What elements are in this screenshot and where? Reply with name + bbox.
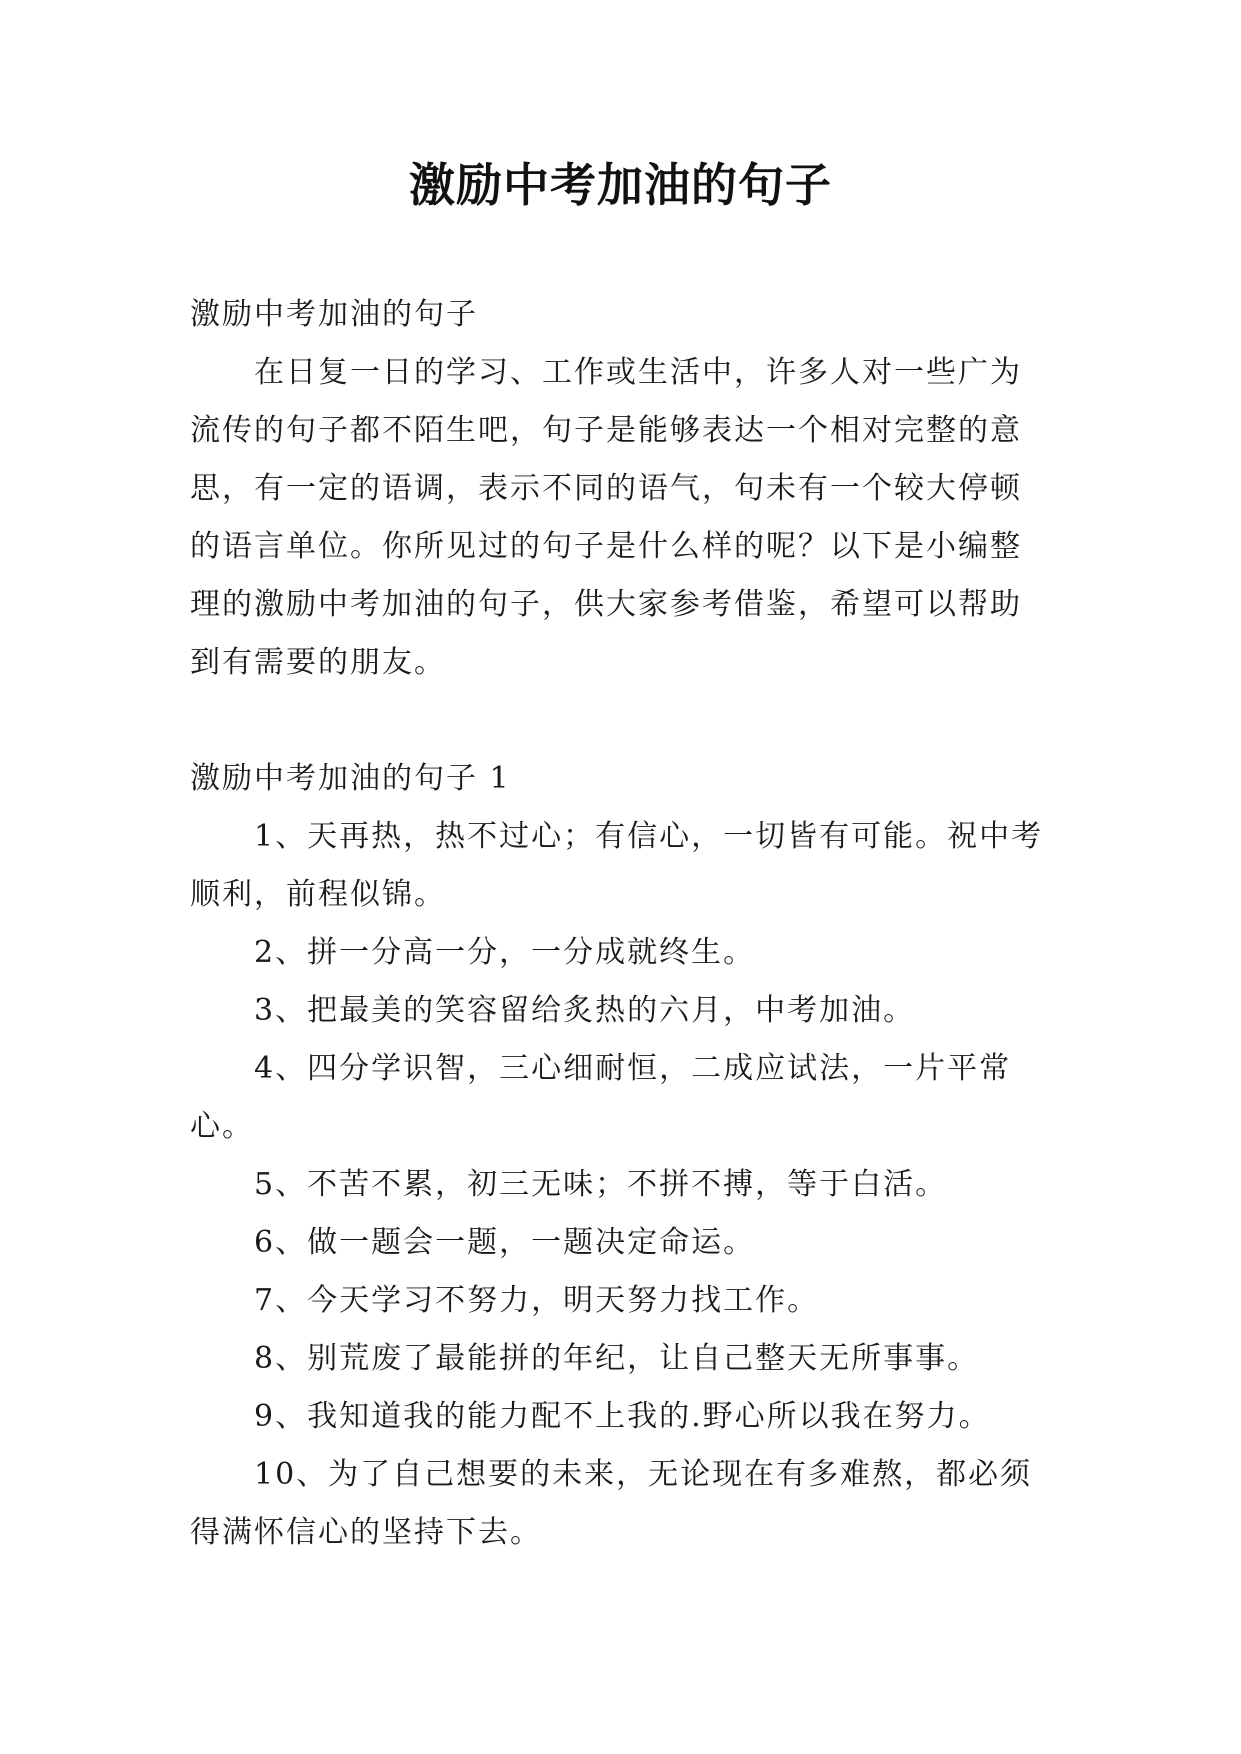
list-item: 3、把最美的笑容留给炙热的六月，中考加油。 — [254, 993, 916, 1028]
list-item: 1、天再热，热不过心；有信心，一切皆有可能。祝中考顺利，前程似锦。 — [190, 819, 1044, 912]
list-item: 2、拼一分高一分，一分成就终生。 — [254, 935, 756, 970]
list-item: 7、今天学习不努力，明天努力找工作。 — [254, 1283, 820, 1318]
intro-paragraph: 在日复一日的学习、工作或生活中，许多人对一些广为流传的句子都不陌生吧，句子是能够表达一个相对完整的意思，有一定的语调，表示不同的语气，句未有一个较大停顿的语言单位。你所见过的句子是什么样的呢？以下是小编整理的激励中考加油的句子，供大家参考借鉴，希望可以帮助到有需要的朋友。 — [190, 355, 1022, 680]
list-item: 6、做一题会一题，一题决定命运。 — [254, 1225, 756, 1260]
section-heading: 激励中考加油的句子 1 — [190, 761, 511, 796]
list-item: 4、四分学识智，三心细耐恒，二成应试法，一片平常心。 — [190, 1051, 1012, 1144]
document-title: 激励中考加油的句子 — [409, 158, 832, 212]
paragraph-spacer — [190, 692, 1050, 750]
list-item: 9、我知道我的能力配不上我的.野心所以我在努力。 — [254, 1399, 991, 1434]
document-body — [190, 286, 1050, 1562]
intro-heading: 激励中考加油的句子 — [190, 297, 478, 332]
list-item: 10、为了自己想要的未来，无论现在有多难熬，都必须得满怀信心的坚持下去。 — [190, 1457, 1033, 1550]
list-item: 8、别荒废了最能拼的年纪，让自己整天无所事事。 — [254, 1341, 980, 1376]
list-item: 5、不苦不累，初三无味；不拼不搏，等于白活。 — [254, 1167, 948, 1202]
